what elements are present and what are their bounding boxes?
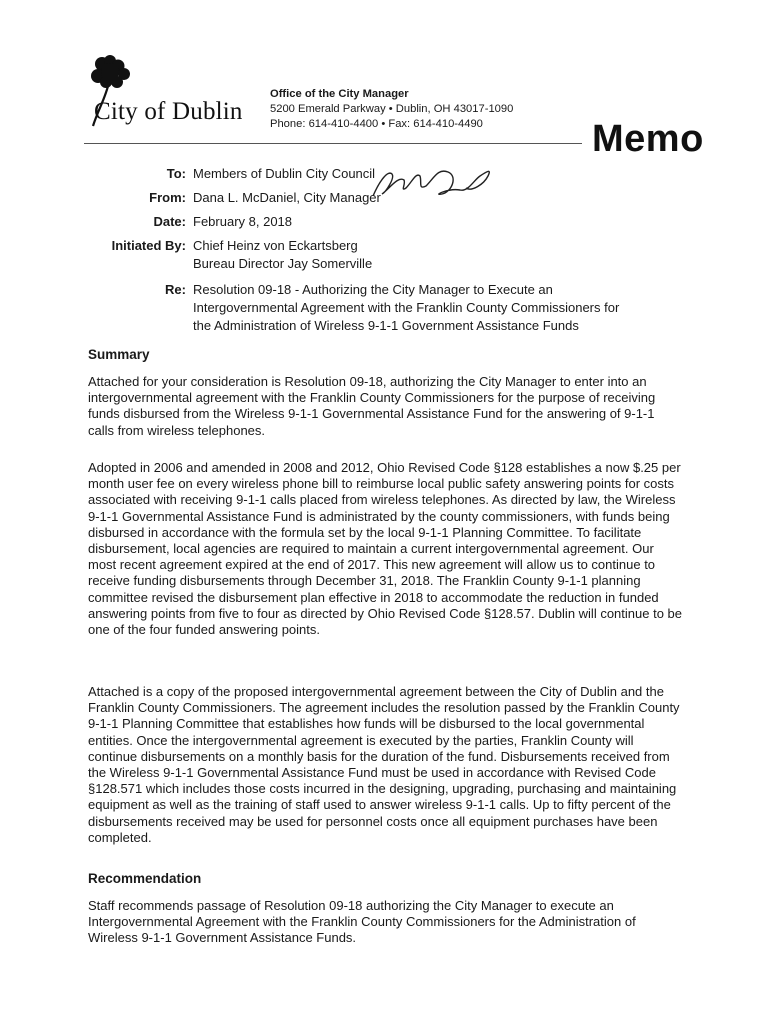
summary-paragraph-3: Attached is a copy of the proposed intergovernmental agreement between the City of Dublin and the Franklin County Commissioners. The agreement includes the resolution passed by the Franklin County 9-1-1 Planning Committee that establishes how funds will be disbursed to the local governmental entities. Once the intergovernmental agreement is executed by the parties, Franklin County will continue disbursements on a monthly basis for the duration of the fund. Disbursements received from the Wireless 9-1-1 Governmental Assistance Fund must be used in accordance with Revised Code §128.571 which includes those costs incurred in the designing, upgrading, purchasing and maintaining equipment as well as the training of staff used to answer wireless 9-1-1 calls. Up to fifty percent of the disbursements received may be used for personnel costs once all equipment purchases have been completed. [88,684,680,845]
initiated-label: Initiated By: [111,238,186,253]
header-rule [84,143,582,144]
memo-title: Memo [592,118,704,160]
office-block [270,87,513,132]
date-value: February 8, 2018 [193,214,293,229]
recommendation-heading: Recommendation [88,871,202,886]
office-address: 5200 Emerald Parkway • Dublin, OH 43017-1090 [270,103,514,115]
re-label: Re: [165,282,186,297]
re-value-1: Resolution 09-18 - Authorizing the City Manager to Execute an [193,282,553,297]
summary-paragraph-2: Adopted in 2006 and amended in 2008 and 2012, Ohio Revised Code §128 establishes a now $.25 per month user fee on every wireless phone bill to reimburse local public safety answering points for costs associated with receiving 9-1-1 calls placed from wireless telephones. As directed by law, the Wireless 9-1-1 Governmental Assistance Fund is administrated by the county commissioners, with funds being disbursed in accordance with the formula set by the local 9-1-1 Planning Committee. To facilitate disbursement, local agencies are required to maintain a current intergovernmental agreement. Our most recent agreement expired at the end of 2017. This new agreement will allow us to continue to receive funding disbursements through December 31, 2018. The Franklin County 9-1-1 planning committee revised the disbursement plan effective in 2018 to accommodate the reduction in funded answering points from five to four as directed by Ohio Revised Code §128.57. Dublin will continue to be one of the four funded answering points. [88,460,682,638]
city-name: City of Dublin [94,98,243,125]
initiated-value-2: Bureau Director Jay Somerville [193,256,373,271]
re-value-3: the Administration of Wireless 9-1-1 Government Assistance Funds [193,318,579,333]
signature-icon [368,158,498,208]
office-title: Office of the City Manager [270,88,409,100]
to-label: To: [166,166,186,181]
initiated-value-1: Chief Heinz von Eckartsberg [193,238,358,253]
date-label: Date: [153,214,186,229]
from-label: From: [149,190,186,205]
re-value-2: Intergovernmental Agreement with the Franklin County Commissioners for [193,300,620,315]
summary-heading: Summary [88,347,150,362]
to-value: Members of Dublin City Council [193,166,376,181]
from-value: Dana L. McDaniel, City Manager [193,190,381,205]
summary-paragraph-1: Attached for your consideration is Resolution 09-18, authorizing the City Manager to enter into an intergovernmental agreement with the Franklin County Commissioners for the purpose of receiving funds disbursed from the Wireless 9-1-1 Governmental Assistance Fund for the answering of 9-1-1 calls from wireless telephones. [88,374,656,438]
office-phone-fax: Phone: 614-410-4400 • Fax: 614-410-4490 [270,118,483,130]
recommendation-paragraph: Staff recommends passage of Resolution 09-18 authorizing the City Manager to execute an Intergovernmental Agreement with the Franklin County Commissioners for the Administration of Wireless 9-1-1 Government Assistance Funds. [88,898,636,946]
